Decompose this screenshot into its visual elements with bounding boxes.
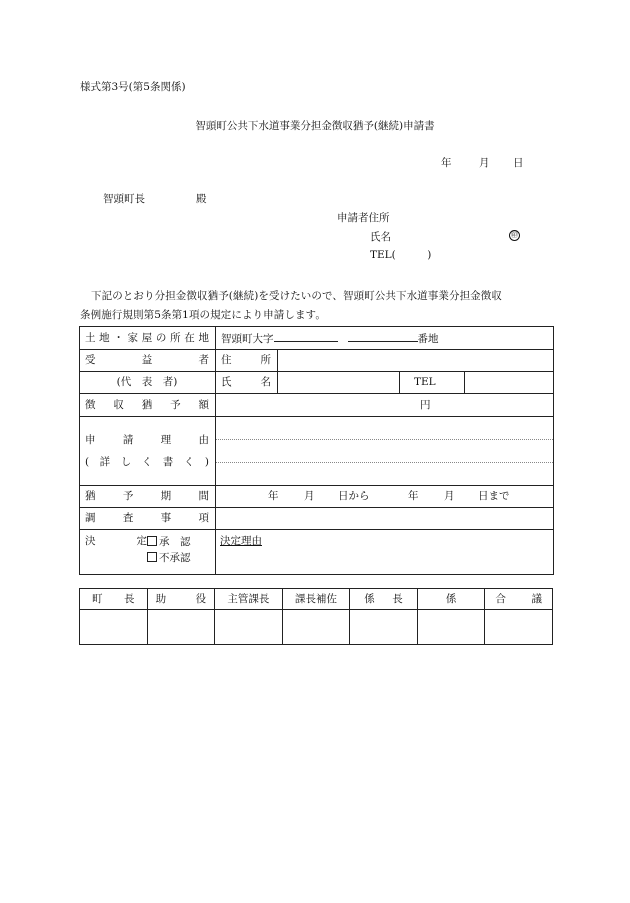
reason-field[interactable] xyxy=(216,417,554,486)
period-from-month: 月 xyxy=(304,489,315,502)
name-field[interactable] xyxy=(278,372,400,394)
applicant-address-label: 申請者住所 xyxy=(337,212,390,224)
period-to-month: 月 xyxy=(444,489,455,502)
approval-header-row xyxy=(80,589,553,610)
amount-row xyxy=(80,394,554,417)
approval-header-consultation: 合 議 xyxy=(485,589,553,610)
stamp-cell-section-chief[interactable] xyxy=(215,610,283,645)
approval-stamp-table xyxy=(79,588,553,645)
approval-header-staff: 係 xyxy=(417,589,485,610)
name-label: 氏 名 xyxy=(216,372,278,394)
reason-row xyxy=(80,417,554,486)
beneficiary-name-row xyxy=(80,372,554,394)
approve-checkbox[interactable] xyxy=(147,536,157,546)
location-suffix: 番地 xyxy=(417,333,439,346)
approval-header-mayor: 町 長 xyxy=(80,589,148,610)
form-title: 智頭町公共下水道事業分担金徴収猶予(継続)申請書 xyxy=(195,120,435,132)
approve-label: 承 認 xyxy=(159,536,191,548)
reason-line-1 xyxy=(216,417,553,440)
reason-sub-label: (詳しく書く) xyxy=(85,456,209,468)
disapprove-option[interactable] xyxy=(147,552,191,564)
approve-option[interactable] xyxy=(147,536,191,548)
location-row xyxy=(80,327,554,350)
applicant-tel-label: TEL( ) xyxy=(370,249,432,261)
disapprove-checkbox[interactable] xyxy=(147,552,157,562)
period-label: 猶予期間 xyxy=(80,486,216,508)
addressee-honorific: 殿 xyxy=(196,193,207,205)
representative-label: (代 表 者) xyxy=(80,372,216,394)
reason-line-2 xyxy=(216,440,553,463)
body-text-line: 条例施行規則第5条第1項の規定により申請します。 xyxy=(80,309,326,321)
location-blank-1[interactable] xyxy=(274,331,338,342)
period-to-day: 日まで xyxy=(478,489,510,502)
period-text xyxy=(220,491,549,503)
date-year: 年 xyxy=(441,157,452,169)
amount-unit: 円 xyxy=(420,398,431,411)
decision-label: 決 定 xyxy=(85,535,147,547)
seal-mark: ㊞ xyxy=(511,231,518,239)
applicant-name-label: 氏名 xyxy=(370,231,391,243)
approval-header-assistant-chief: 課長補佐 xyxy=(282,589,350,610)
location-value[interactable] xyxy=(216,327,554,350)
approval-header-section-chief: 主管課長 xyxy=(215,589,283,610)
tel-label: TEL xyxy=(400,372,465,394)
period-to-year: 年 xyxy=(408,489,419,502)
period-field[interactable] xyxy=(216,486,554,508)
beneficiary-address-row xyxy=(80,350,554,372)
amount-label: 徴収猶予額 xyxy=(80,394,216,417)
amount-field[interactable] xyxy=(216,394,554,417)
stamp-cell-mayor[interactable] xyxy=(80,610,148,645)
period-from-year: 年 xyxy=(268,489,279,502)
address-label: 住 所 xyxy=(216,350,278,372)
approval-header-subsection-chief: 係 長 xyxy=(350,589,418,610)
investigation-field[interactable] xyxy=(216,508,554,530)
reason-label-cell xyxy=(80,417,216,486)
reason-label: 申請理由 xyxy=(85,434,209,446)
location-label: 土地・家屋の所在地 xyxy=(80,327,216,350)
approval-stamp-row xyxy=(80,610,553,645)
stamp-cell-subsection-chief[interactable] xyxy=(350,610,418,645)
addressee-name: 智頭町長 xyxy=(103,193,145,205)
decision-reason-field[interactable] xyxy=(216,530,554,575)
approval-header-deputy: 助 役 xyxy=(147,589,215,610)
location-prefix: 智頭町大字 xyxy=(221,333,274,346)
disapprove-label: 不承認 xyxy=(159,551,191,564)
decision-reason-label: 決定理由 xyxy=(220,535,262,547)
investigation-row xyxy=(80,508,554,530)
application-table xyxy=(79,326,554,575)
tel-field[interactable] xyxy=(465,372,554,394)
body-text xyxy=(80,287,560,325)
period-from-day: 日から xyxy=(338,489,370,502)
form-number: 様式第3号(第5条関係) xyxy=(80,81,186,93)
location-blank-2[interactable] xyxy=(348,331,418,342)
period-row xyxy=(80,486,554,508)
reason-line-3 xyxy=(216,463,553,485)
stamp-cell-assistant-chief[interactable] xyxy=(282,610,350,645)
decision-options xyxy=(147,536,191,563)
date-day: 日 xyxy=(513,157,524,169)
investigation-label: 調査事項 xyxy=(80,508,216,530)
stamp-cell-deputy[interactable] xyxy=(147,610,215,645)
stamp-cell-consultation[interactable] xyxy=(485,610,553,645)
body-text-line: 下記のとおり分担金徴収猶予(継続)を受けたいので、智頭町公共下水道事業分担金徴収 xyxy=(91,290,502,302)
beneficiary-label: 受 益 者 xyxy=(80,350,216,372)
address-field[interactable] xyxy=(278,350,554,372)
stamp-cell-staff[interactable] xyxy=(417,610,485,645)
decision-cell xyxy=(80,530,216,575)
date-month: 月 xyxy=(479,157,490,169)
decision-row xyxy=(80,530,554,575)
